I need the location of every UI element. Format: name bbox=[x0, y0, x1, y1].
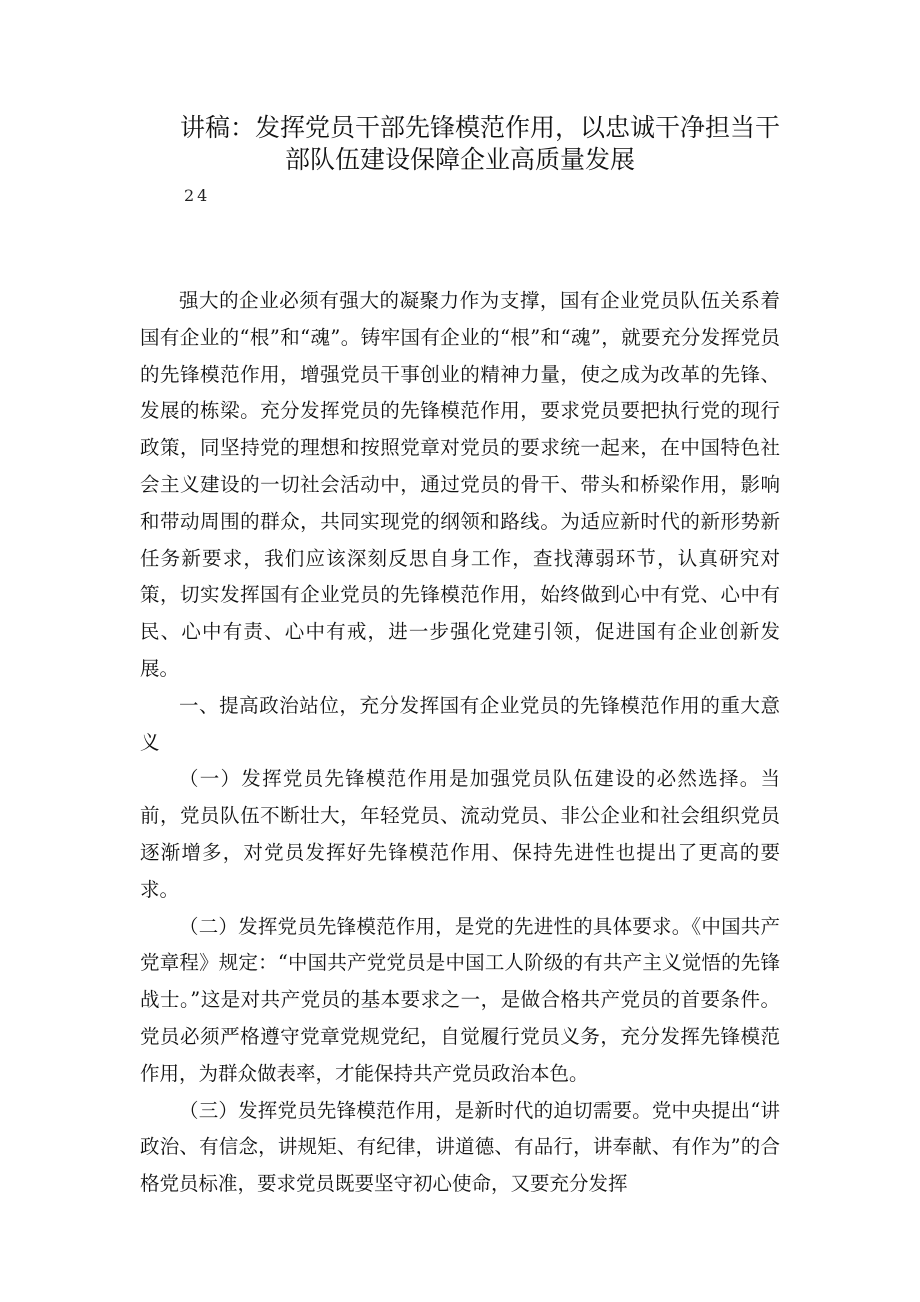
section-heading-1: 一、提高政治站位，充分发挥国有企业党员的先锋模范作用的重大意义 bbox=[140, 693, 780, 754]
document-body bbox=[140, 283, 780, 1203]
title-line-2: 部队伍建设保障企业高质量发展 bbox=[284, 145, 635, 174]
subsection-paragraph-2: （二）发挥党员先锋模范作用，是党的先进性的具体要求。《中国共产党章程》规定：“中国共产党党员是中国工人阶级的有共产主义觉悟的先锋战士。”这是对共产党员的基本要求之一，是做合格共产党员的首要条件。党员必须严格遵守党章党规党纪，自觉履行党员义务，充分发挥先锋模范作用，为群众做表率，才能保持共产党员政治本色。 bbox=[140, 914, 780, 1085]
page-number: 24 bbox=[184, 186, 211, 205]
title-line-1: 讲稿：发挥党员干部先锋模范作用，以忠诚干净担当干 bbox=[180, 113, 781, 142]
subsection-paragraph-1: （一）发挥党员先锋模范作用是加强党员队伍建设的必然选择。当前，党员队伍不断壮大，年轻党员、流动党员、非公企业和社会组织党员逐渐增多，对党员发挥好先锋模范作用、保持先进性也提出了更高的要求。 bbox=[140, 767, 780, 901]
document-title bbox=[140, 112, 780, 176]
intro-paragraph: 强大的企业必须有强大的凝聚力作为支撑，国有企业党员队伍关系着国有企业的“根”和“魂”。铸牢国有企业的“根”和“魂”，就要充分发挥党员的先锋模范作用，增强党员干事创业的精神力量，使之成为改革的先锋、发展的栋梁。充分发挥党员的先锋模范作用，要求党员要把执行党的现行政策，同坚持党的理想和按照党章对党员的要求统一起来，在中国特色社会主义建设的一切社会活动中，通过党员的骨干、带头和桥梁作用，影响和带动周围的群众，共同实现党的纲领和路线。为适应新时代的新形势新任务新要求，我们应该深刻反思自身工作，查找薄弱环节，认真研究对策，切实发挥国有企业党员的先锋模范作用，始终做到心中有党、心中有民、心中有责、心中有戒，进一步强化党建引领，促进国有企业创新发展。 bbox=[140, 289, 780, 680]
subsection-paragraph-3: （三）发挥党员先锋模范作用，是新时代的迫切需要。党中央提出“讲政治、有信念，讲规矩、有纪律，讲道德、有品行，讲奉献、有作为”的合格党员标准，要求党员既要坚守初心使命，又要充分发挥 bbox=[140, 1098, 780, 1196]
